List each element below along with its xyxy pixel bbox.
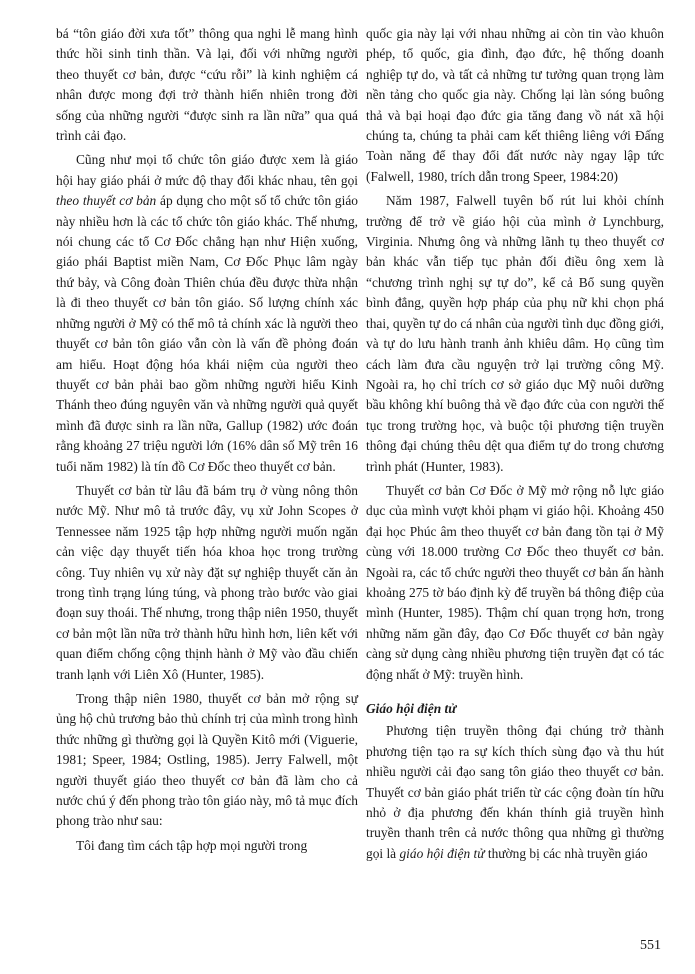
italic-term: giáo hội điện tử (399, 845, 485, 861)
italic-term: theo thuyết cơ bản (56, 193, 157, 209)
paragraph: Thuyết cơ bản từ lâu đã bám trụ ở vùng nông thôn nước Mỹ. Như mô tả trước đây, vụ xử John Scopes ở Tennessee năm 1925 tập hợp những người muốn ngăn cản việc dạy thuyết tiến hóa khoa học trong trường công. Tuy nhiên vụ xử này đặt sự nghiệp thuyết căn ản trong tình trạng lúng túng, và phong trào bước vào giai đoạn suy thoái. Thế nhưng, trong thập niên 1950, thuyết cơ bản một lần nữa trở thành hữu hình hơn, liên kết với quan điểm chống cộng thịnh hành ở Mỹ vào đầu chiến tranh lạnh với Liên Xô (Hunter, 1985). (56, 482, 358, 682)
paragraph: Năm 1987, Falwell tuyên bố rút lui khỏi chính trường để trở về giáo hội của mình ở Lynchburg, Virginia. Nhưng ông và những lãnh tụ theo thuyết cơ bản khác vẫn tiếp tục phản đối điều ông xem là “chương trình nghị sự tự do”, kể cả Bổ sung quyền bình đẳng, quyền hợp pháp của phụ nữ khi chọn phá thai, quyền tự do cá nhân của người tình dục đồng giới, và tự do lưu hành tranh ảnh khiêu dâm. Họ cũng tìm cách làm đưa cầu nguyện trở lại trường công Mỹ. Ngoài ra, họ chỉ trích cơ sở giáo dục Mỹ nuôi dưỡng bầu không khí buông thả về đạo đức của con người thế tục trong trường học, và buộc tội phương tiện truyền thông đại chúng thêu dệt qua điểm tự do trong chương trình phát (Hunter, 1983). (366, 193, 664, 474)
text-run: Cũng như mọi tổ chức tôn giáo được xem là giáo hội hay giáo phái ở mức độ thay đổi khác nhau, tên gọi (56, 152, 358, 188)
paragraph (56, 150, 358, 477)
left-column (56, 24, 358, 860)
section-heading: Giáo hội điện tử (366, 701, 457, 716)
paragraph: Trong thập niên 1980, thuyết cơ bản mở rộng sự ủng hộ chủ trương bảo thủ chính trị của mình trong hình thức những gì thường gọi là Quyền Kitô mới (Viguerie, 1981; Speer, 1984; Ostling, 1985). Jerry Falwell, một người thuyết giáo theo thuyết cơ bản đã làm cho cả nước chú ý đến phong trào tôn giáo này, mô tả mục đích phong trào như sau: (56, 691, 358, 829)
paragraph: Thuyết cơ bản Cơ Đốc ở Mỹ mở rộng nỗ lực giáo dục của mình vượt khỏi phạm vi giáo hội. Khoảng 450 đại học Phúc âm theo thuyết cơ bản đang tồn tại ở Mỹ cùng với 18.000 trường Cơ Đốc theo thuyết cơ bản. Ngoài ra, các tổ chức người theo thuyết cơ bản ấn hành khoảng 275 tờ báo định kỳ để truyền bá thông điệp của mình (Hunter, 1985). Thậm chí quan trọng hơn, trong những năm gần đây, đạo Cơ Đốc thuyết cơ bản ngày càng sử dụng càng nhiều phương tiện truyền đạt có tác động nhất ở Mỹ: truyền hình. (366, 482, 664, 682)
text-run: thường bị các nhà truyền giáo (484, 845, 648, 861)
text-run: Phương tiện truyền thông đại chúng trở thành phương tiện tạo ra sự kích thích sùng đạo và thu hút nhiều người cải đạo sang tôn giáo theo thuyết cơ bản. Thuyết cơ bản giáo phát triển từ các cộng đoàn tín hữu nhỏ ở địa phương đến khán thính giả truyền hình truyền thanh trên cả nước thông qua những gì thường gọi là (366, 723, 664, 861)
text-run: áp dụng cho một số tổ chức tôn giáo này nhiều hơn là các tổ chức tôn giáo khác. Thế nhưng, nói chung các tổ Cơ Đốc chẳng hạn như Hiện xuống, giáo phái Baptist miền Nam, Cơ Đốc Phục lâm ngày thứ bảy, và Công đoàn Thiên chúa đều được thừa nhận là đi theo thuyết cơ bản tôn giáo. Số lượng chính xác những người ở Mỹ có thể mô tả chính xác là người theo thuyết cơ bản tôn giáo vẫn còn là vấn đề phỏng đoán am hiểu. Hoạt động hóa khái niệm của người theo thuyết cơ bản phải bao gồm những người hiểu Kinh Thánh theo đúng nguyên văn và những người quả quyết mình đã được sinh ra lần nữa, Gallup (1982) ước đoán rằng khoảng 27 triệu người lớn (16% dân số Mỹ trên 16 tuổi năm 1982) là tín đồ Cơ Đốc theo thuyết cơ bản. (56, 193, 358, 474)
block-quote: Tôi đang tìm cách tập hợp mọi người trong (76, 837, 308, 853)
paragraph (366, 721, 664, 864)
page-number: 551 (640, 938, 661, 953)
paragraph: bá “tôn giáo đời xưa tốt” thông qua nghi lễ mang hình thức hồi sinh tinh thần. Và lại, đối với những người theo thuyết cơ bản, được “cứu rỗi” là kinh nghiệm cá nhân được mong đợi trở thành hiển nhiên trong đời sống của những người “được sinh ra lần nữa” qua quá trình cải đạo. (56, 26, 358, 144)
right-column (366, 24, 664, 868)
block-quote: quốc gia này lại với nhau những ai còn tin vào khuôn phép, tổ quốc, gia đình, đạo đức, hệ thống doanh nghiệp tự do, và tất cả những tư tưởng quan trọng làm nền tảng cho quốc gia này. Chống lại làn sóng buông thả và bại hoại đạo đức gia tăng đang vồ nát xã hội chúng ta, chúng ta phải cam kết thiêng liêng với Đấng Toàn năng để thay đổi đất nước này ngay lập tức (Falwell, 1980, trích dẫn trong Speer, 1984:20) (366, 26, 664, 184)
